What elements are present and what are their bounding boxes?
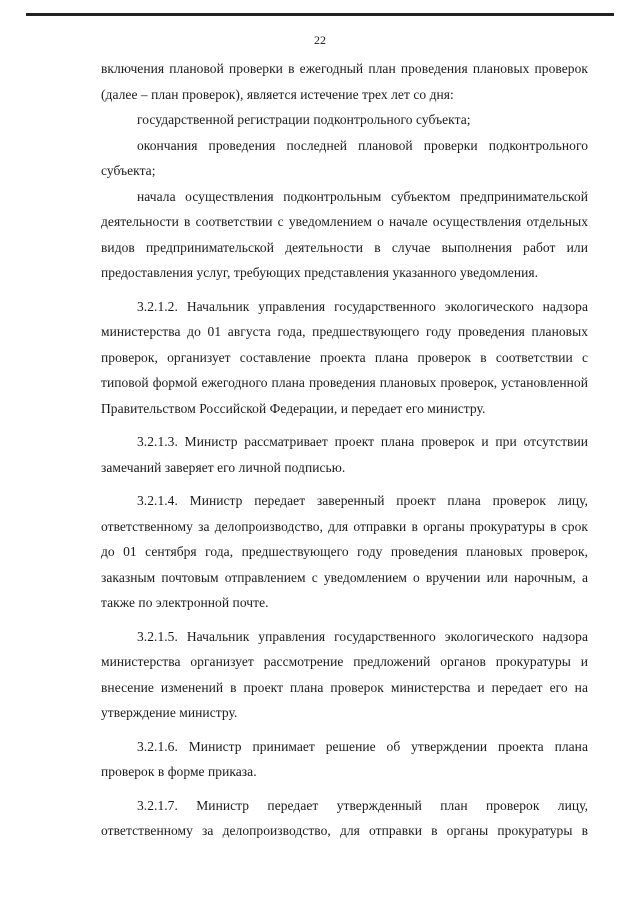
paragraph-3-2-1-3: 3.2.1.3. Министр рассматривает проект плана проверок и при отсутствии замечаний заверяет его личной подписью. bbox=[101, 434, 588, 475]
list-item-registration: государственной регистрации подконтрольного субъекта; bbox=[137, 112, 471, 127]
paragraph-3-2-1-5: 3.2.1.5. Начальник управления государственного экологического надзора министерства организует рассмотрение предложений органов прокуратуры и внесение изменений в проект плана проверок министерства и передает его на утверждение министру. bbox=[101, 628, 588, 720]
paragraph-3-2-1-7: 3.2.1.7. Министр передает утвержденный план проверок лицу, ответственному за делопроизводство, для отправки в органы прокуратуры в bbox=[101, 797, 588, 838]
paragraph-3-2-1-2: 3.2.1.2. Начальник управления государственного экологического надзора министерства до 01 августа года, предшествующего году проведения плановых проверок, организует составление проекта плана проверок в соответствии с типовой формой ежегодного плана проведения плановых проверок, установленной Правительством Российской Федерации, и передает его министру. bbox=[101, 298, 588, 416]
paragraph-3-2-1-4: 3.2.1.4. Министр передает заверенный проект плана проверок лицу, ответственному за делопроизводство, для отправки в органы прокуратуры в срок до 01 сентября года, предшествующего году проведения плановых проверок, заказным почтовым отправлением с уведомлением о вручении или нарочным, а также по электронной почте. bbox=[101, 493, 588, 610]
document-body bbox=[101, 56, 588, 844]
top-border-line bbox=[26, 13, 614, 16]
paragraph-continuation: включения плановой проверки в ежегодный план проведения плановых проверок (далее – план проверок), является истечение трех лет со дня: bbox=[101, 61, 588, 102]
list-item-business-start: начала осуществления подконтрольным субъектом предпринимательской деятельности в соответствии с уведомлением о начале осуществления отдельных видов предпринимательской деятельности в случае выполнения работ или предоставления услуг, требующих представления указанного уведомления. bbox=[101, 188, 588, 280]
paragraph-3-2-1-6: 3.2.1.6. Министр принимает решение об утверждении проекта плана проверок в форме приказа. bbox=[101, 738, 588, 779]
page-number: 22 bbox=[314, 33, 326, 47]
list-item-last-inspection: окончания проведения последней плановой проверки подконтрольного субъекта; bbox=[101, 137, 588, 178]
